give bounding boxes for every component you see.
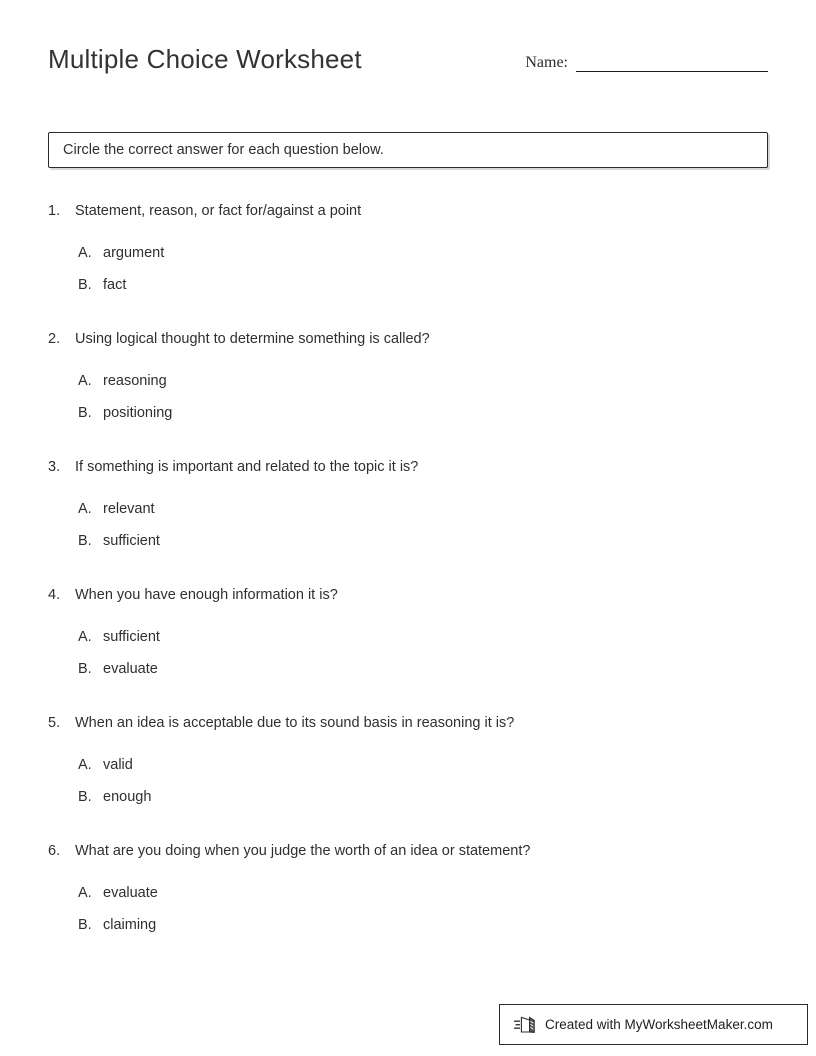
name-field-group — [525, 53, 768, 72]
option-letter: B. — [78, 277, 92, 293]
question-number: 4. — [48, 587, 61, 603]
answer-option[interactable] — [78, 530, 778, 562]
answer-option[interactable] — [78, 370, 778, 402]
question-prompt — [48, 712, 778, 734]
option-text: evaluate — [103, 885, 158, 901]
worksheet-header — [48, 44, 768, 86]
instructions-text: Circle the correct answer for each question below. — [63, 142, 384, 158]
option-letter: A. — [78, 501, 92, 517]
option-letter: B. — [78, 789, 92, 805]
answer-option[interactable] — [78, 786, 778, 818]
worksheet-maker-logo-icon — [514, 1014, 536, 1036]
question-block — [48, 328, 778, 456]
question-number: 3. — [48, 459, 61, 475]
option-text: relevant — [103, 501, 155, 517]
question-prompt — [48, 584, 778, 606]
answer-options — [48, 626, 778, 690]
option-text: positioning — [103, 405, 173, 421]
option-text: valid — [103, 757, 133, 773]
question-text: If something is important and related to the topic it is? — [75, 459, 419, 475]
answer-option[interactable] — [78, 882, 778, 914]
question-prompt — [48, 456, 778, 478]
option-text: argument — [103, 245, 165, 261]
option-letter: A. — [78, 885, 92, 901]
option-letter: B. — [78, 405, 92, 421]
answer-option[interactable] — [78, 242, 778, 274]
option-text: sufficient — [103, 533, 160, 549]
option-letter: B. — [78, 661, 92, 677]
created-with-badge[interactable] — [499, 1004, 808, 1045]
question-number: 1. — [48, 203, 61, 219]
option-text: claiming — [103, 917, 157, 933]
questions-list — [48, 200, 778, 968]
option-text: reasoning — [103, 373, 167, 389]
option-text: fact — [103, 277, 127, 293]
instructions-box — [48, 132, 768, 168]
question-block — [48, 456, 778, 584]
question-block — [48, 840, 778, 968]
name-input-blank[interactable] — [576, 53, 768, 72]
option-letter: A. — [78, 245, 92, 261]
question-block — [48, 712, 778, 840]
created-with-text: Created with MyWorksheetMaker.com — [545, 1016, 773, 1032]
question-text: Statement, reason, or fact for/against a point — [75, 203, 362, 219]
question-text: Using logical thought to determine something is called? — [75, 331, 430, 347]
question-number: 2. — [48, 331, 61, 347]
question-text: When an idea is acceptable due to its sound basis in reasoning it is? — [75, 715, 515, 731]
question-block — [48, 200, 778, 328]
answer-option[interactable] — [78, 402, 778, 434]
question-prompt — [48, 200, 778, 222]
answer-option[interactable] — [78, 274, 778, 306]
option-text: sufficient — [103, 629, 160, 645]
answer-option[interactable] — [78, 914, 778, 946]
answer-options — [48, 242, 778, 306]
option-letter: B. — [78, 533, 92, 549]
question-number: 5. — [48, 715, 61, 731]
answer-options — [48, 754, 778, 818]
answer-option[interactable] — [78, 658, 778, 690]
answer-option[interactable] — [78, 498, 778, 530]
option-letter: A. — [78, 629, 92, 645]
name-label: Name: — [525, 54, 568, 71]
question-prompt — [48, 840, 778, 862]
question-text: When you have enough information it is? — [75, 587, 338, 603]
question-number: 6. — [48, 843, 61, 859]
option-text: evaluate — [103, 661, 158, 677]
question-text: What are you doing when you judge the worth of an idea or statement? — [75, 843, 531, 859]
answer-options — [48, 882, 778, 946]
answer-options — [48, 370, 778, 434]
option-letter: B. — [78, 917, 92, 933]
option-text: enough — [103, 789, 152, 805]
page-title: Multiple Choice Worksheet — [48, 44, 362, 74]
question-prompt — [48, 328, 778, 350]
answer-option[interactable] — [78, 754, 778, 786]
answer-options — [48, 498, 778, 562]
question-block — [48, 584, 778, 712]
option-letter: A. — [78, 757, 92, 773]
option-letter: A. — [78, 373, 92, 389]
answer-option[interactable] — [78, 626, 778, 658]
